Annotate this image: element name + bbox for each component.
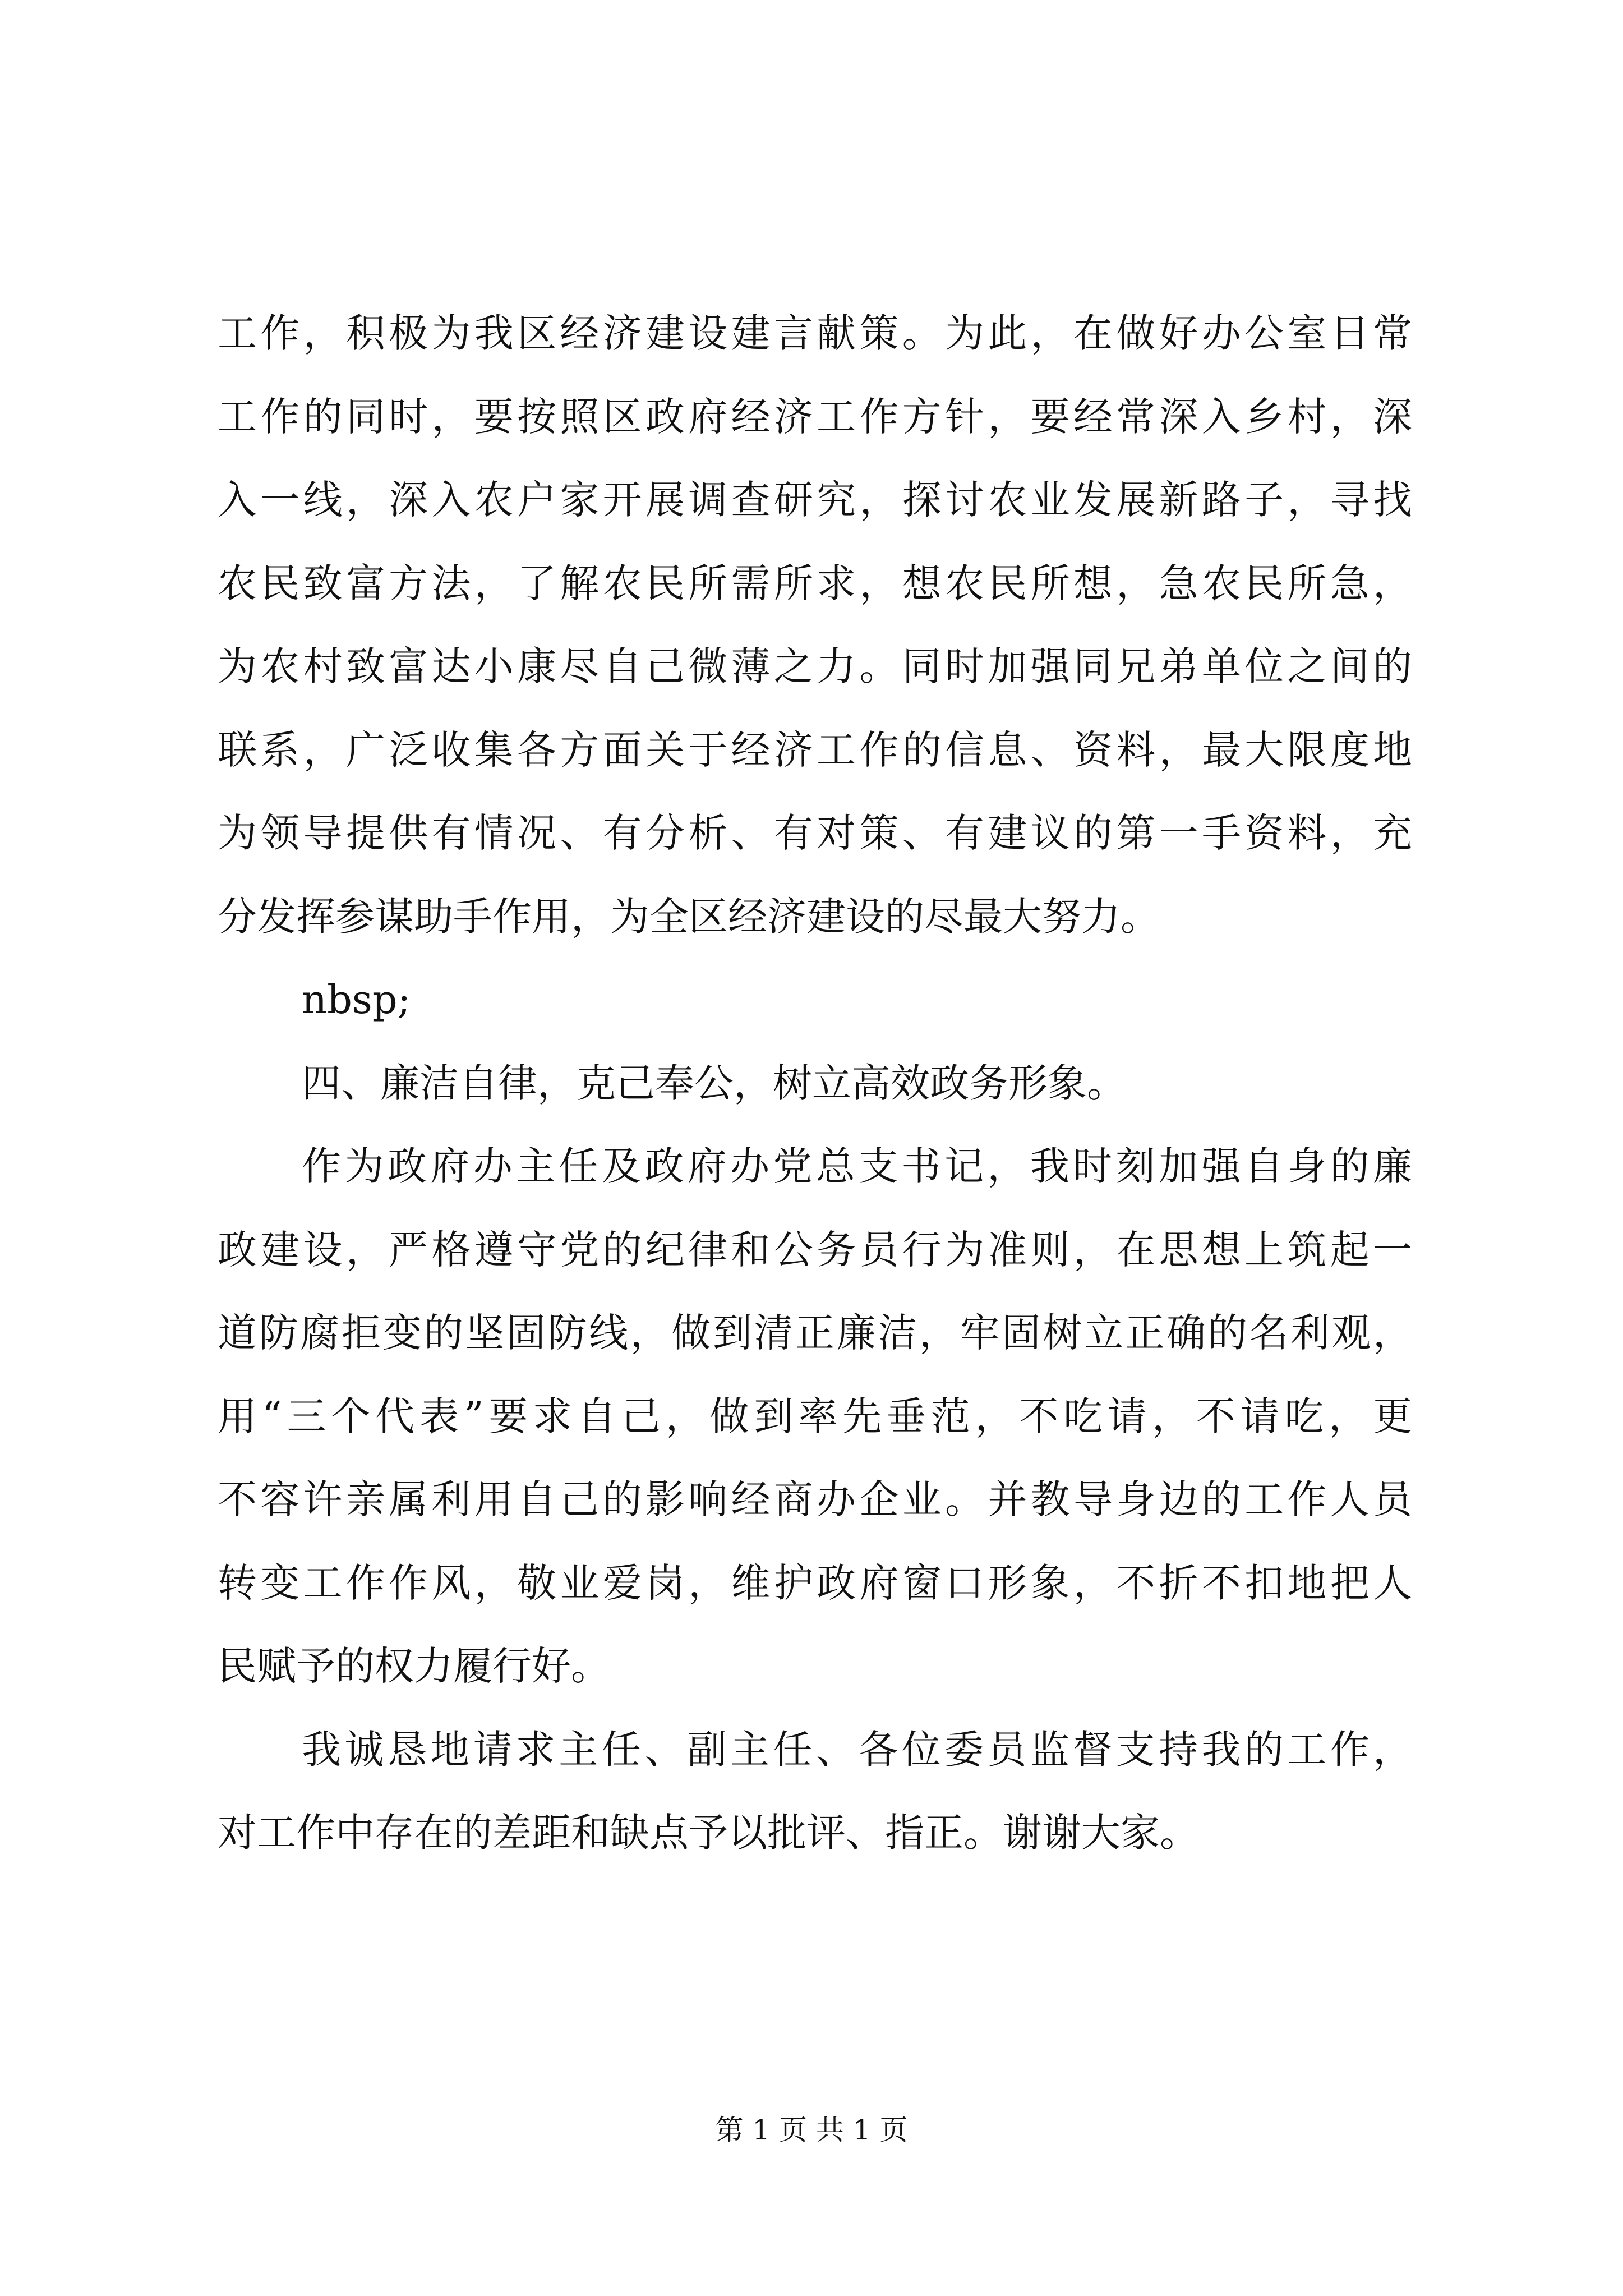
paragraph-line: 工作的同时，要按照区政府经济工作方针，要经常深入乡村，深 (218, 393, 1412, 440)
paragraph-line: 为领导提供有情况、有分析、有对策、有建议的第一手资料，充 (218, 810, 1412, 856)
paragraph-line: 我诚恳地请求主任、副主任、各位委员监督支持我的工作， (302, 1726, 1412, 1773)
paragraph-line: 农民致富方法，了解农民所需所求，想农民所想，急农民所急， (218, 560, 1412, 606)
paragraph-line: 民赋予的权力履行好。 (218, 1643, 610, 1689)
paragraph-line: 入一线，深入农户家开展调查研究，探讨农业发展新路子，寻找 (218, 477, 1412, 523)
stray-text-line: nbsp; (302, 977, 411, 1023)
page-number-footer: 第 1 页 共 1 页 (715, 2114, 908, 2146)
paragraph-line: 道防腐拒变的坚固防线，做到清正廉洁，牢固树立正确的名利观， (218, 1310, 1412, 1356)
paragraph-line: 不容许亲属利用自己的影响经商办企业。并教导身边的工作人员 (218, 1476, 1412, 1522)
paragraph-line: 用“三个代表”要求自己，做到率先垂范，不吃请，不请吃，更 (218, 1393, 1412, 1439)
body-text (218, 292, 1412, 1875)
paragraph-line: 转变工作作风，敬业爱岗，维护政府窗口形象，不折不扣地把人 (218, 1559, 1412, 1606)
section-heading: 四、廉洁自律，克己奉公，树立高效政务形象。 (302, 1060, 1126, 1106)
paragraph-line: 对工作中存在的差距和缺点予以批评、指正。谢谢大家。 (218, 1810, 1199, 1856)
paragraph-line: 分发挥参谋助手作用，为全区经济建设的尽最大努力。 (218, 893, 1160, 940)
paragraph-line: 政建设，严格遵守党的纪律和公务员行为准则，在思想上筑起一 (218, 1226, 1412, 1273)
paragraph-line: 工作，积极为我区经济建设建言献策。为此，在做好办公室日常 (218, 310, 1412, 356)
paragraph-line: 联系，广泛收集各方面关于经济工作的信息、资料，最大限度地 (218, 726, 1412, 773)
paragraph-line: 为农村致富达小康尽自己微薄之力。同时加强同兄弟单位之间的 (218, 643, 1412, 689)
paragraph-line: 作为政府办主任及政府办党总支书记，我时刻加强自身的廉 (302, 1143, 1412, 1189)
